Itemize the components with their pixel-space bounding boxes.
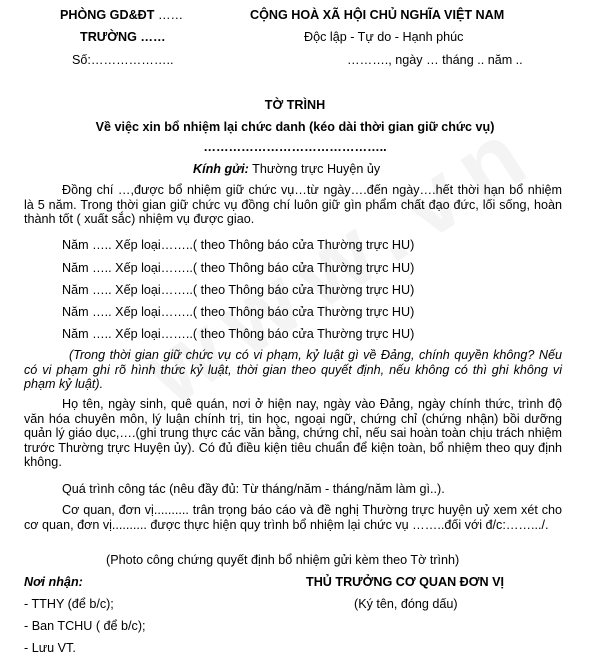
attachment-note: (Photo công chứng quyết định bổ nhiệm gửi kèm theo Tờ trình)	[106, 553, 460, 567]
recipient-name: Thường trực Huyện ủy	[248, 162, 381, 176]
recipient-line	[193, 162, 380, 176]
recipient-item: - TTHY (để b/c);	[24, 597, 114, 611]
national-motto: Độc lập - Tự do - Hạnh phúc	[304, 30, 464, 44]
rating-line: Năm ….. Xếp loại……..( theo Thông báo cửa Thường trực HU)	[62, 261, 415, 275]
discipline-note: (Trong thời gian giữ chức vụ có vi phạm, kỷ luật gì về Đảng, chính quyền không? Nếu có vi phạm ghi rõ hình thức kỷ luật, thời gian theo quyết định, nếu không có thì ghi không vi phạm kỷ luật).	[24, 348, 562, 392]
dept-name: PHÒNG GD&ĐT ……	[60, 8, 184, 22]
school-name: TRƯỜNG ……	[80, 30, 166, 44]
document-number: Số:………………..	[72, 53, 174, 67]
date-line: ………., ngày … tháng .. năm ..	[347, 53, 523, 67]
rating-line: Năm ….. Xếp loại……..( theo Thông báo cửa Thường trực HU)	[62, 327, 415, 341]
intro-paragraph: Đồng chí …,được bổ nhiệm giữ chức vụ…từ ngày….đến ngày….hết thời hạn bổ nhiệm là 5 năm. Trong thời gian giữ chức vụ đồng chí luôn giữ gìn phẩm chất đạo đức, lối sống, hoàn thành tốt ( xuất sắc) nhiệm vụ được giao.	[24, 183, 562, 227]
recipient-label: Kính gửi:	[193, 162, 249, 176]
signer-note: (Ký tên, đóng dấu)	[354, 597, 458, 611]
signer-title: THỦ TRƯỞNG CƠ QUAN ĐƠN VỊ	[306, 575, 504, 589]
document-title: TỜ TRÌNH	[264, 98, 326, 112]
rating-line: Năm ….. Xếp loại……..( theo Thông báo cửa Thường trực HU)	[62, 305, 415, 319]
rating-line: Năm ….. Xếp loại……..( theo Thông báo cửa Thường trực HU)	[62, 238, 415, 252]
recipient-item: - Lưu VT.	[24, 641, 76, 655]
recipient-item: - Ban TCHU ( để b/c);	[24, 619, 146, 633]
proposal-paragraph: Cơ quan, đơn vị.......... trân trọng báo cáo và đề nghị Thường trực huyện uỷ xem xét cho cơ quan, đơn vị.......... được thực hiện quy trình bổ nhiệm lại chức vụ ……..đối với đ/c:…….../.	[24, 503, 562, 532]
rating-line: Năm ….. Xếp loại……..( theo Thông báo cửa Thường trực HU)	[62, 283, 415, 297]
subject-dots: ……………………………………..	[203, 140, 387, 154]
document-subject: Về việc xin bổ nhiệm lại chức danh (kéo dài thời gian giữ chức vụ)	[95, 120, 495, 134]
profile-paragraph: Họ tên, ngày sinh, quê quán, nơi ở hiện nay, ngày vào Đảng, ngày chính thức, trình độ văn hóa chuyên môn, lý luận chính trị, tin học, ngoại ngữ, chứng chỉ (chứng nhận) bồi dưỡng quản lý giáo dục,….(ghi trung thực các văn bằng, chứng chỉ, nếu sai hoàn toàn chịu trách nhiệm trước Thường trực Huyện ủy). Có đủ điều kiện tiêu chuẩn để kiện toàn, bổ nhiệm theo quy định không.	[24, 397, 562, 470]
work-history-line: Quá trình công tác (nêu đầy đủ: Từ tháng/năm - tháng/năm làm gì..).	[62, 482, 445, 496]
country-name: CỘNG HOÀ XÃ HỘI CHỦ NGHĨA VIỆT NAM	[250, 8, 505, 22]
recipients-label: Nơi nhận:	[24, 575, 83, 589]
